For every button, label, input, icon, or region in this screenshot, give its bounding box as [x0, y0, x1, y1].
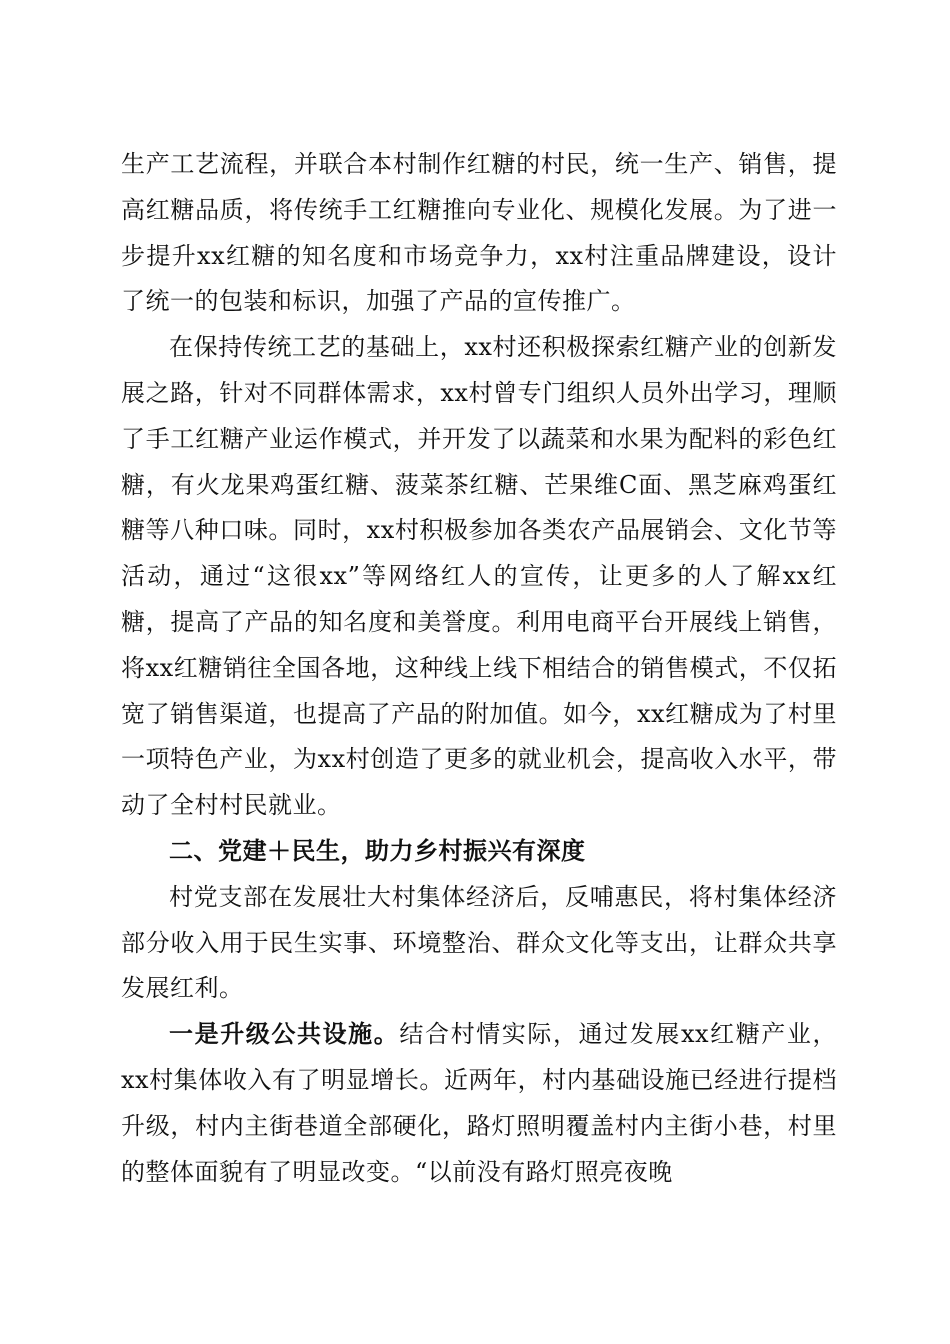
paragraph-party-branch: 村党支部在发展壮大村集体经济后，反哺惠民，将村集体经济部分收入用于民生实事、环境整治、群众文化等支出，让群众共享发展红利。 — [121, 882, 837, 1003]
paragraph-continued: 生产工艺流程，并联合本村制作红糖的村民，统一生产、销售，提高红糖品质，将传统手工红糖推向专业化、规模化发展。为了进一步提升xx红糖的知名度和市场竞争力，xx村注重品牌建设，设计了统一的包装和标识，加强了产品的宣传推广。 — [121, 150, 837, 316]
paragraph-public-facilities — [121, 1012, 837, 1195]
paragraph-body: 结合村情实际，通过发展xx红糖产业，xx村集体收入有了明显增长。近两年，村内基础设施已经进行提档升级，村内主街巷道全部硬化，路灯照明覆盖村内主街小巷，村里的整体面貌有了明显改变。“以前没有路灯照亮夜晚 — [121, 1020, 837, 1186]
section-heading: 二、党建＋民生，助力乡村振兴有深度 — [169, 836, 586, 865]
paragraph-lead: 一是升级公共设施。 — [169, 1020, 400, 1049]
document-body — [121, 142, 837, 1195]
paragraph-innovation: 在保持传统工艺的基础上，xx村还积极探索红糖产业的创新发展之路，针对不同群体需求，xx村曾专门组织人员外出学习，理顺了手工红糖产业运作模式，并开发了以蔬菜和水果为配料的彩色红糖，有火龙果鸡蛋红糖、菠菜茶红糖、芒果维C面、黑芝麻鸡蛋红糖等八种口味。同时，xx村积极参加各类农产品展销会、文化节等活动，通过“这很xx”等网络红人的宣传，让更多的人了解xx红糖，提高了产品的知名度和美誉度。利用电商平台开展线上销售，将xx红糖销往全国各地，这种线上线下相结合的销售模式，不仅拓宽了销售渠道，也提高了产品的附加值。如今，xx红糖成为了村里一项特色产业，为xx村创造了更多的就业机会，提高收入水平，带动了全村村民就业。 — [121, 333, 837, 820]
